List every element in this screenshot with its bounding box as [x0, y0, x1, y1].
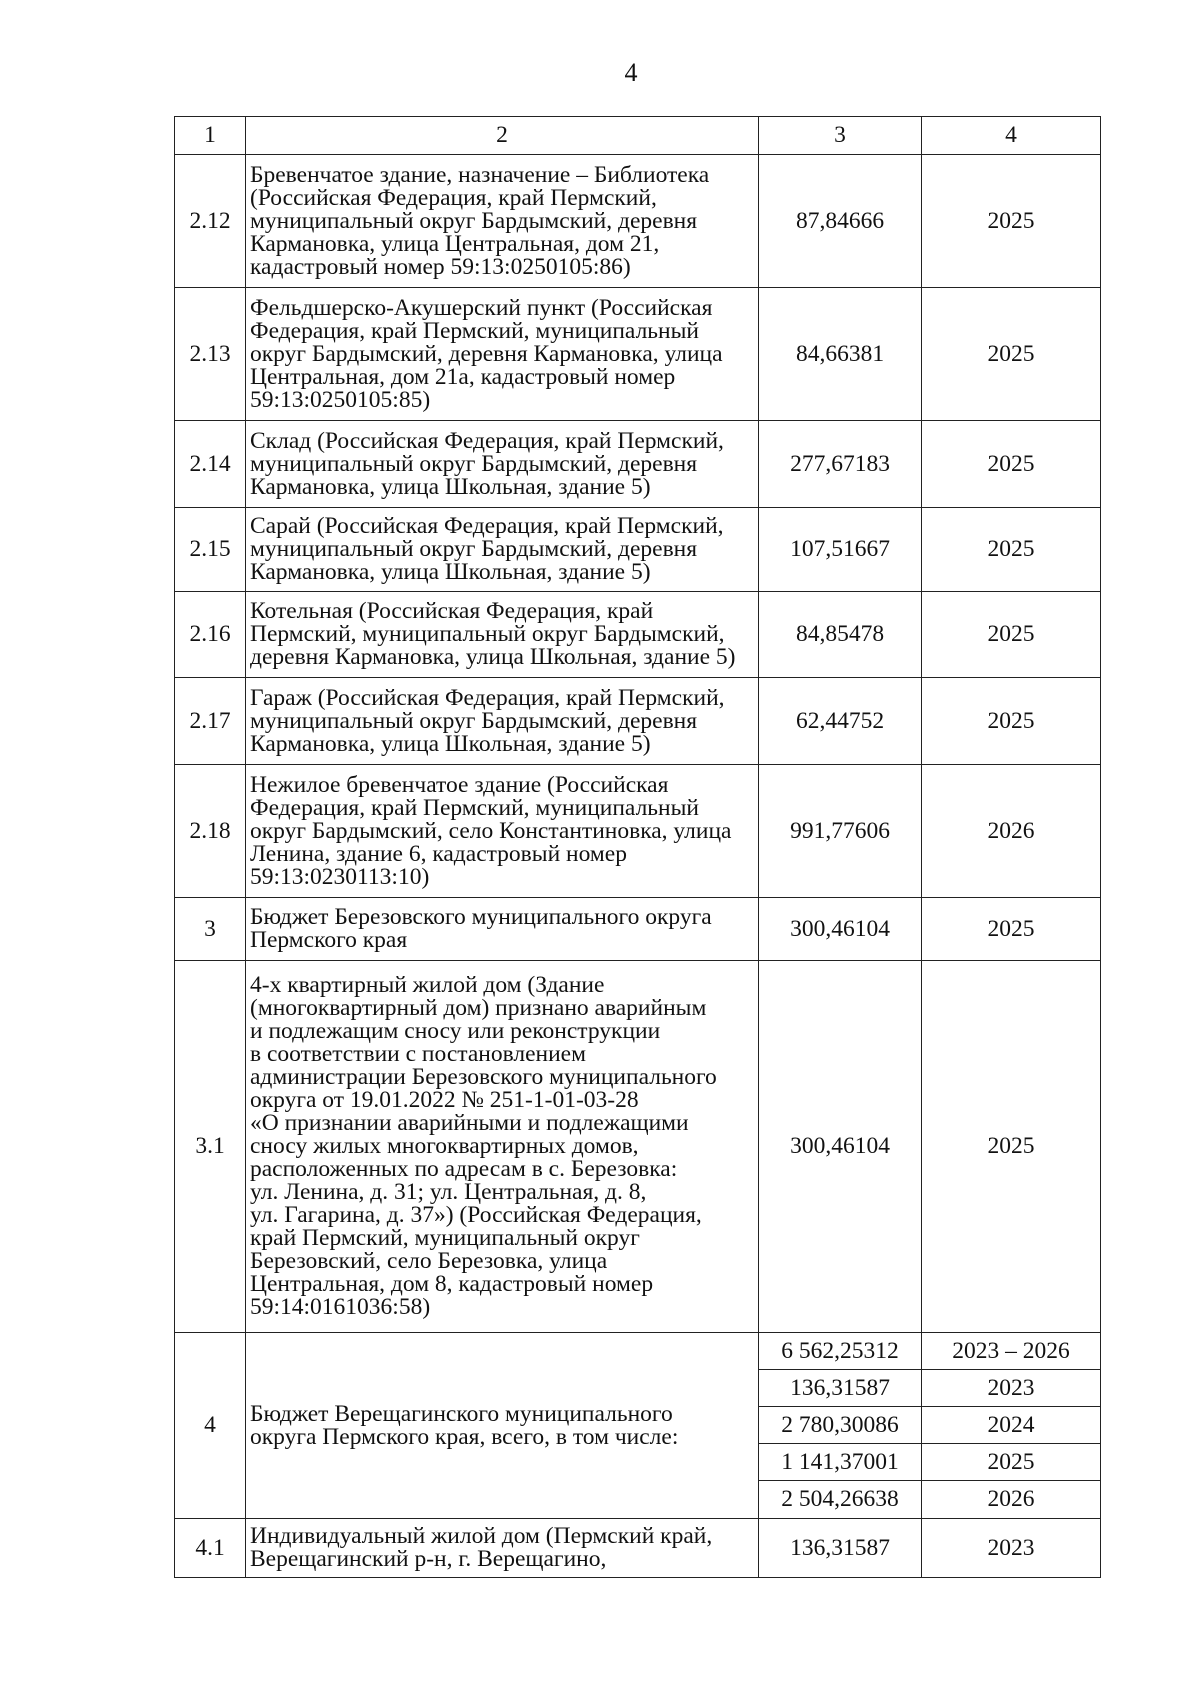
year-cell: 2023 – 2026 [922, 1333, 1101, 1370]
year-cell: 2025 [922, 421, 1101, 508]
amount-cell: 107,51667 [759, 508, 922, 592]
object-description: Фельдшерско-Акушерский пункт (Российская Федерация, край Пермский, муниципальный округ Бардымский, деревня Кармановка, улица Центральная, дом 21а, кадастровый номер 59:13:0250105:85) [246, 288, 759, 421]
year-cell: 2025 [922, 288, 1101, 421]
year-cell: 2026 [922, 1481, 1101, 1519]
table-row [175, 508, 1101, 592]
table-row [175, 1519, 1101, 1578]
header-col-1: 1 [175, 117, 246, 155]
object-description: Бюджет Березовского муниципального округа Пермского края [246, 898, 759, 961]
object-description: Бюджет Верещагинского муниципального округа Пермского края, всего, в том числе: [246, 1333, 759, 1519]
object-description: 4-х квартирный жилой дом (Здание (многоквартирный дом) признано аварийным и подлежащим сносу или реконструкции в соответствии с постановлением администрации Березовского муниципального округа от 19.01.2022 № 251-1-01-03-28 «О признании аварийными и подлежащими сносу жилых многоквартирных домов, расположенных по адресам в с. Березовка: ул. Ленина, д. 31; ул. Центральная, д. 8, ул. Гагарина, д. 37») (Российская Федерация, край Пермский, муниципальный округ Березовский, село Березовка, улица Центральная, дом 8, кадастровый номер 59:14:0161036:58) [246, 961, 759, 1333]
row-number: 2.17 [175, 678, 246, 765]
amount-cell: 87,84666 [759, 155, 922, 288]
row-number: 3 [175, 898, 246, 961]
table-row [175, 765, 1101, 898]
row-number: 2.15 [175, 508, 246, 592]
object-description: Нежилое бревенчатое здание (Российская Федерация, край Пермский, муниципальный округ Бардымский, село Константиновка, улица Ленина, здание 6, кадастровый номер 59:13:0230113:10) [246, 765, 759, 898]
object-description: Бревенчатое здание, назначение – Библиотека (Российская Федерация, край Пермский, муниципальный округ Бардымский, деревня Кармановка, улица Центральная, дом 21, кадастровый номер 59:13:0250105:86) [246, 155, 759, 288]
year-cell: 2025 [922, 898, 1101, 961]
row-number: 3.1 [175, 961, 246, 1333]
row-number: 2.12 [175, 155, 246, 288]
year-cell: 2025 [922, 508, 1101, 592]
amount-cell: 300,46104 [759, 961, 922, 1333]
amount-cell: 136,31587 [759, 1519, 922, 1578]
objects-table [174, 116, 1101, 1578]
header-col-3: 3 [759, 117, 922, 155]
object-description: Котельная (Российская Федерация, край Пермский, муниципальный округ Бардымский, деревня Кармановка, улица Школьная, здание 5) [246, 592, 759, 678]
table-row [175, 961, 1101, 1333]
year-cell: 2025 [922, 155, 1101, 288]
table-row [175, 155, 1101, 288]
object-description: Индивидуальный жилой дом (Пермский край, Верещагинский р-н, г. Верещагино, [246, 1519, 759, 1578]
year-cell: 2025 [922, 1444, 1101, 1481]
year-cell: 2025 [922, 961, 1101, 1333]
table-row [175, 678, 1101, 765]
header-col-2: 2 [246, 117, 759, 155]
header-col-4: 4 [922, 117, 1101, 155]
budget-row [175, 1333, 1101, 1370]
header-row [175, 117, 1101, 155]
table-row [175, 288, 1101, 421]
amount-cell: 136,31587 [759, 1370, 922, 1407]
row-number: 4.1 [175, 1519, 246, 1578]
row-number: 2.14 [175, 421, 246, 508]
amount-cell: 277,67183 [759, 421, 922, 508]
year-cell: 2025 [922, 592, 1101, 678]
table-row [175, 592, 1101, 678]
year-cell: 2023 [922, 1370, 1101, 1407]
amount-cell: 991,77606 [759, 765, 922, 898]
amount-cell: 6 562,25312 [759, 1333, 922, 1370]
amount-cell: 2 780,30086 [759, 1407, 922, 1444]
year-cell: 2025 [922, 678, 1101, 765]
object-description: Гараж (Российская Федерация, край Пермский, муниципальный округ Бардымский, деревня Кармановка, улица Школьная, здание 5) [246, 678, 759, 765]
row-number: 2.16 [175, 592, 246, 678]
amount-cell: 1 141,37001 [759, 1444, 922, 1481]
row-number: 2.13 [175, 288, 246, 421]
year-cell: 2023 [922, 1519, 1101, 1578]
year-cell: 2026 [922, 765, 1101, 898]
table-row [175, 421, 1101, 508]
amount-cell: 84,66381 [759, 288, 922, 421]
year-cell: 2024 [922, 1407, 1101, 1444]
amount-cell: 300,46104 [759, 898, 922, 961]
page-number: 4 [624, 58, 638, 87]
row-number: 4 [175, 1333, 246, 1519]
amount-cell: 2 504,26638 [759, 1481, 922, 1519]
amount-cell: 62,44752 [759, 678, 922, 765]
object-description: Сарай (Российская Федерация, край Пермский, муниципальный округ Бардымский, деревня Кармановка, улица Школьная, здание 5) [246, 508, 759, 592]
amount-cell: 84,85478 [759, 592, 922, 678]
row-number: 2.18 [175, 765, 246, 898]
object-description: Склад (Российская Федерация, край Пермский, муниципальный округ Бардымский, деревня Кармановка, улица Школьная, здание 5) [246, 421, 759, 508]
table-row [175, 898, 1101, 961]
